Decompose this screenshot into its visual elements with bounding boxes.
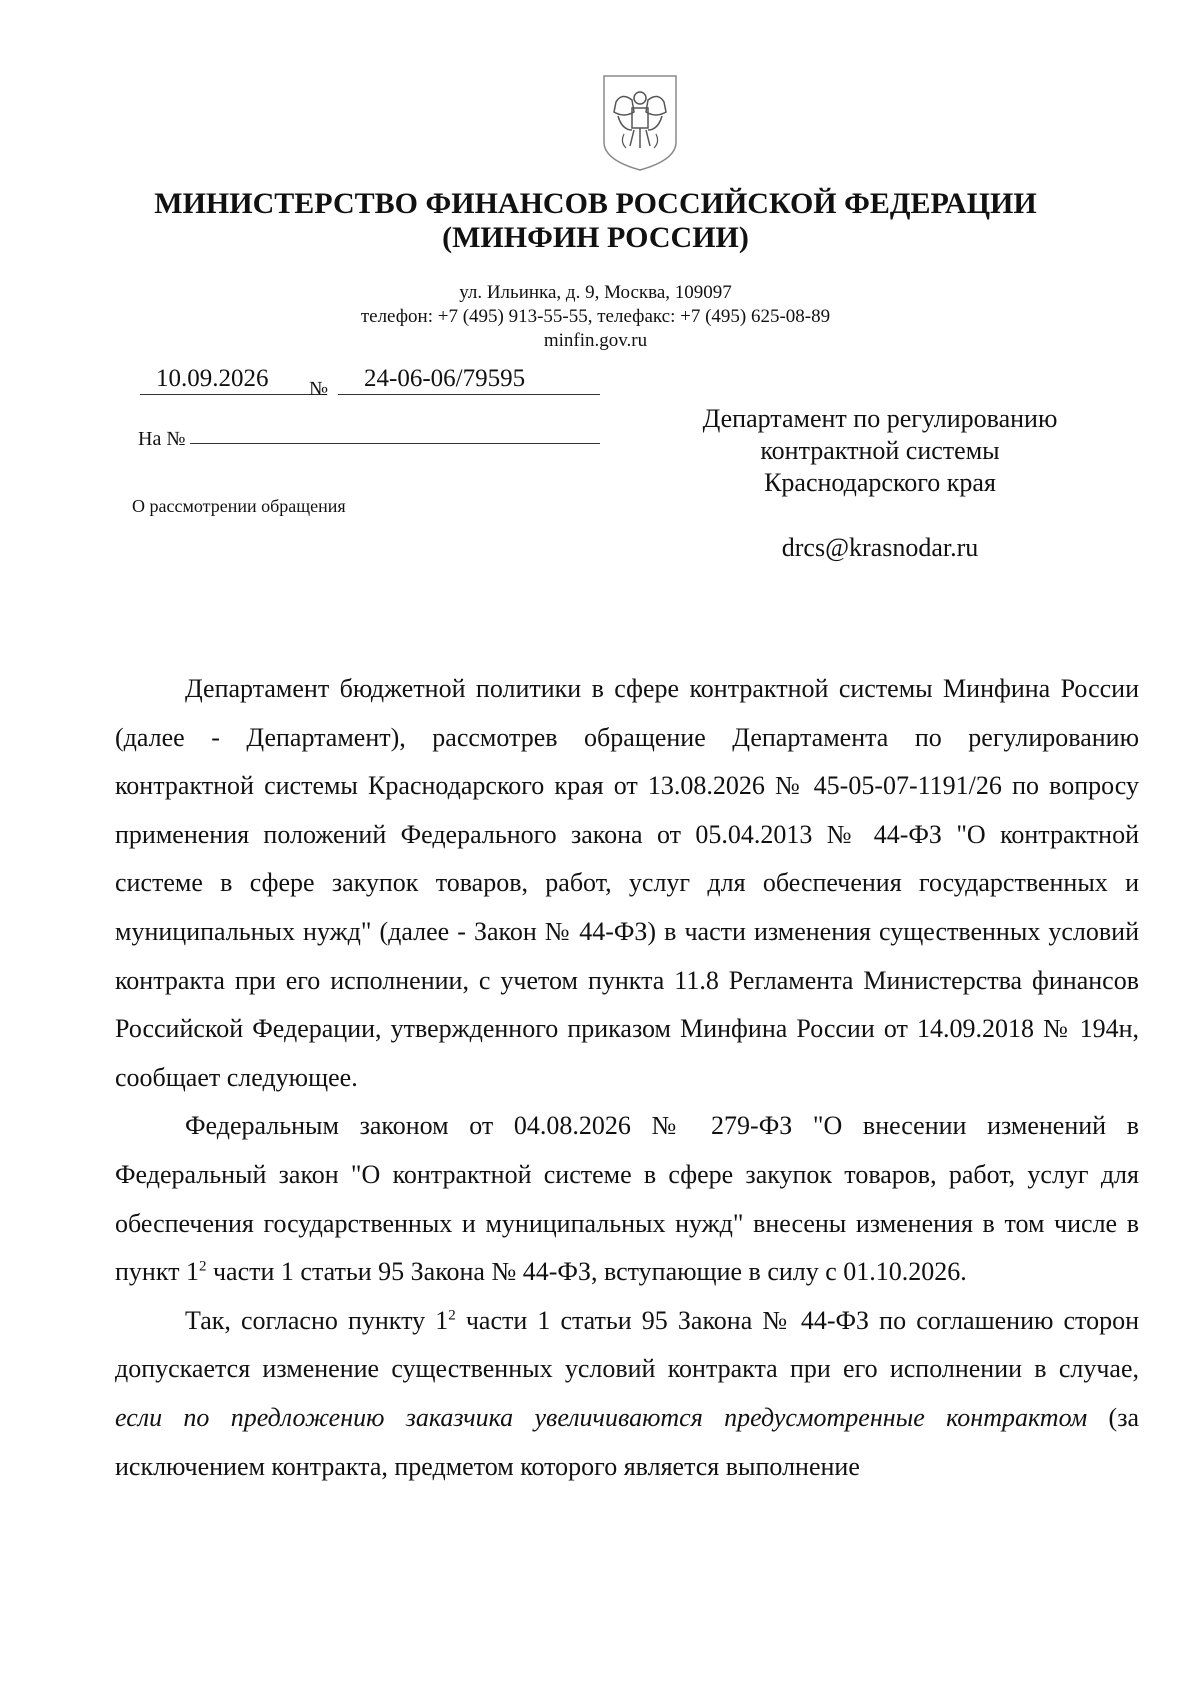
recipient-line-2: контрактной системы [760, 436, 1000, 465]
registration-date: 10.09.2026 [140, 364, 324, 395]
paragraph-3-text-c: (за исключением контракта, предметом которого является выполнение [115, 1402, 1140, 1481]
paragraph-3 [115, 1297, 1139, 1491]
recipient-email: drcs@krasnodar.ru [781, 533, 979, 562]
paragraph-2-text-b: части 1 статьи 95 Закона № 44-ФЗ, вступающие в силу с 01.10.2026. [206, 1257, 967, 1287]
recipient-line-1: Департамент по регулированию [702, 404, 1058, 433]
registration-number: 24-06-06/79595 [338, 364, 600, 395]
paragraph-2 [115, 1102, 1139, 1296]
registration-number-label: № [309, 378, 329, 400]
reference-line [190, 443, 600, 444]
reference-label: На № [138, 428, 186, 450]
paragraph-3-italic: если по предложению заказчика увеличиваются предусмотренные контрактом [115, 1402, 1088, 1432]
paragraph-3-text-b: части 1 статьи 95 Закона № 44-ФЗ по соглашению сторон допускается изменение существенных условий контракта при его исполнении в случае, [115, 1305, 1139, 1384]
state-emblem [600, 72, 680, 172]
ministry-phones: телефон: +7 (495) 913-55-55, телефакс: +7 (495) 625-08-89 [360, 306, 831, 327]
ministry-title: МИНИСТЕРСТВО ФИНАНСОВ РОССИЙСКОЙ ФЕДЕРАЦИИ [154, 187, 1037, 220]
ministry-short-title: (МИНФИН РОССИИ) [442, 221, 749, 254]
paragraph-3-text-a: Так, согласно пункту 1 [185, 1305, 449, 1335]
ministry-website: minfin.gov.ru [543, 330, 648, 351]
paragraph-2-superscript: 2 [198, 1258, 207, 1275]
paragraph-3-superscript: 2 [448, 1307, 456, 1324]
ministry-address: ул. Ильинка, д. 9, Москва, 109097 [459, 282, 732, 303]
paragraph-2-text-a: Федеральным законом от 04.08.2026 № 279-ФЗ "О внесении изменений в Федеральный закон "О контрактной системе в сфере закупок товаров, работ, услуг для обеспечения государственных и муниципальных нужд" внесены изменения в том числе в пункт 1 [115, 1111, 1139, 1287]
paragraph-1: Департамент бюджетной политики в сфере контрактной системы Минфина России (далее - Департамент), рассмотрев обращение Департамента по регулированию контрактной системы Краснодарского края от 13.08.2026 № 45-05-07-1191/26 по вопросу применения положений Федерального закона от 05.04.2013 № 44-ФЗ "О контрактной системе в сфере закупок товаров, работ, услуг для обеспечения государственных и муниципальных нужд" (далее - Закон № 44-ФЗ) в части изменения существенных условий контракта при его исполнении, с учетом пункта 11.8 Регламента Министерства финансов Российской Федерации, утвержденного приказом Минфина России от 14.09.2018 № 194н, сообщает следующее. [115, 674, 1139, 1092]
letter-body [115, 665, 1139, 1491]
recipient-line-3: Краснодарского края [764, 468, 996, 497]
letter-subject: О рассмотрении обращения [132, 496, 346, 516]
